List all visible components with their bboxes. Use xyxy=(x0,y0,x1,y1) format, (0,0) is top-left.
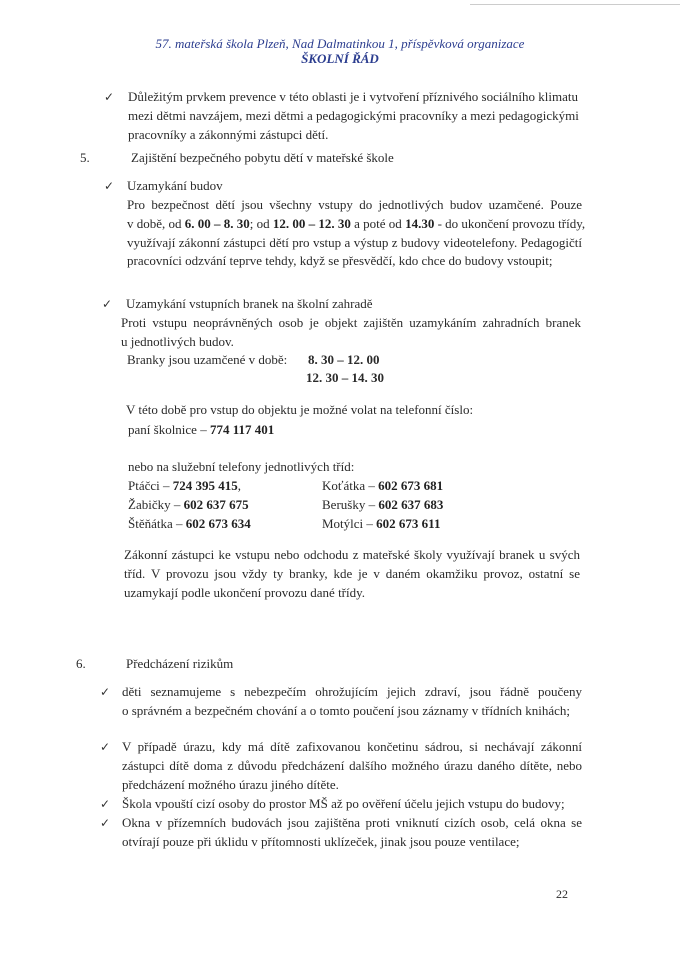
text-line: u jednotlivých budov. xyxy=(121,334,234,349)
check-mark-icon: ✓ xyxy=(100,685,111,699)
text-line: předcházení možného úrazu jiného dítěte. xyxy=(122,777,339,792)
text-line: využívají zákonní zástupci dětí pro vstup a výstup z budovy videotelefony. Pedagogičtí xyxy=(127,235,582,250)
bullet-title: Uzamykání vstupních branek na školní zahradě xyxy=(126,296,373,311)
class-phone xyxy=(322,497,443,513)
phone: 602 637 675 xyxy=(183,497,249,512)
text: , xyxy=(237,478,242,493)
time-range: 12. 00 – 12. 30 xyxy=(272,216,351,231)
classes-text: nebo na služební telefony jednotlivých tříd: xyxy=(128,459,355,474)
text-line: Okna v přízemních budovách jsou zajištěna proti vniknutí cizích osob, celá okna se xyxy=(122,815,582,830)
text: ; od xyxy=(249,216,273,231)
check-mark-icon: ✓ xyxy=(104,90,115,104)
text-line: Pro bezpečnost dětí jsou všechny vstupy do jednotlivých budov uzamčené. Pouze xyxy=(127,197,582,212)
check-mark-icon: ✓ xyxy=(100,797,111,811)
section-number: 6. xyxy=(76,656,86,671)
text-line: Proti vstupu neoprávněných osob je objekt zajištěn uzamykáním zahradních branek xyxy=(121,315,581,330)
text: a poté od xyxy=(350,216,406,231)
text-line: V případě úrazu, kdy má dítě zafixovanou končetinu sádrou, si nechávají zákonní xyxy=(122,739,582,754)
label: paní školnice – xyxy=(128,422,210,437)
check-mark-icon: ✓ xyxy=(100,816,111,830)
time-range: 6. 00 – 8. 30 xyxy=(184,216,250,231)
class-name: Ptáčci – xyxy=(128,478,173,493)
school-name: 57. mateřská škola Plzeň, Nad Dalmatinkou 1, příspěvková organizace xyxy=(155,36,525,51)
text: - do ukončení provozu třídy, xyxy=(434,216,586,231)
class-phone xyxy=(128,516,251,532)
phone: 602 673 611 xyxy=(376,516,441,531)
phone: 724 395 415 xyxy=(172,478,238,493)
text-line: Škola vpouští cizí osoby do prostor MŠ až po ověření účelu jejich vstupu do budovy; xyxy=(122,796,565,811)
text: v době, od xyxy=(127,216,185,231)
document-title: ŠKOLNÍ ŘÁD xyxy=(301,51,379,66)
text-line: tříd. V provozu jsou vždy ty branky, kde je v daném okamžiku provoz, ostatní se xyxy=(124,566,580,581)
locked-label: Branky jsou uzamčené v době: xyxy=(127,352,288,367)
text-line: děti seznamujeme s nebezpečím ohrožujícím jejich zdraví, jsou řádně poučeny xyxy=(122,684,582,699)
text-line: otvírají pouze při úklidu v přítomnosti uklízeček, jinak jsou pouze ventilace; xyxy=(122,834,520,849)
text-line: uzamykají podle ukončení provozu dané třídy. xyxy=(124,585,366,600)
text-line: zástupci dítě doma z důvodu předcházení dalšího možného úrazu daného dítěte, nebo xyxy=(122,758,582,773)
class-name: Štěňátka – xyxy=(128,516,186,531)
check-mark-icon: ✓ xyxy=(100,740,111,754)
phone: 774 117 401 xyxy=(209,422,275,437)
class-phone xyxy=(322,516,440,532)
call-text: V této době pro vstup do objektu je možné volat na telefonní číslo: xyxy=(126,402,474,417)
text-line xyxy=(127,216,585,232)
section-title: Zajištění bezpečného pobytu dětí v mateřské škole xyxy=(131,150,394,165)
time: 14.30 xyxy=(405,216,435,231)
section-title: Předcházení rizikům xyxy=(126,656,234,671)
class-name: Žabičky – xyxy=(128,497,184,512)
text-line: o správném a bezpečném chování a o tomto poučení jsou záznamy v třídních knihách; xyxy=(122,703,570,718)
text-line: mezi dětmi navzájem, mezi dětmi a pedagogickými pracovníky a mezi pedagogickými xyxy=(128,108,579,123)
class-name: Motýlci – xyxy=(322,516,377,531)
text-line: Zákonní zástupci ke vstupu nebo odchodu z mateřské školy využívají branek u svých xyxy=(124,547,580,562)
section-number: 5. xyxy=(80,150,90,165)
class-phone xyxy=(128,478,241,494)
janitor-phone xyxy=(128,422,274,438)
phone: 602 673 681 xyxy=(378,478,444,493)
scan-edge xyxy=(470,4,680,5)
class-phone xyxy=(322,478,443,494)
class-phone xyxy=(128,497,249,513)
bullet-title: Uzamykání budov xyxy=(127,178,223,193)
text-line: Důležitým prvkem prevence v této oblasti je i vytvoření příznivého sociálního klimatu xyxy=(128,89,578,104)
text-line: pracovníky a zákonnými zástupci dětí. xyxy=(128,127,329,142)
phone: 602 637 683 xyxy=(378,497,444,512)
text-line: pracovníci odzvání teprve tehdy, když se přesvědčí, kdo chce do budovy vstoupit; xyxy=(127,253,553,268)
check-mark-icon: ✓ xyxy=(102,297,113,311)
locked-time: 12. 30 – 14. 30 xyxy=(306,370,384,385)
class-name: Koťátka – xyxy=(322,478,379,493)
page-number: 22 xyxy=(556,887,568,901)
class-name: Berušky – xyxy=(322,497,379,512)
check-mark-icon: ✓ xyxy=(104,179,115,193)
phone: 602 673 634 xyxy=(185,516,251,531)
locked-time: 8. 30 – 12. 00 xyxy=(308,352,380,367)
